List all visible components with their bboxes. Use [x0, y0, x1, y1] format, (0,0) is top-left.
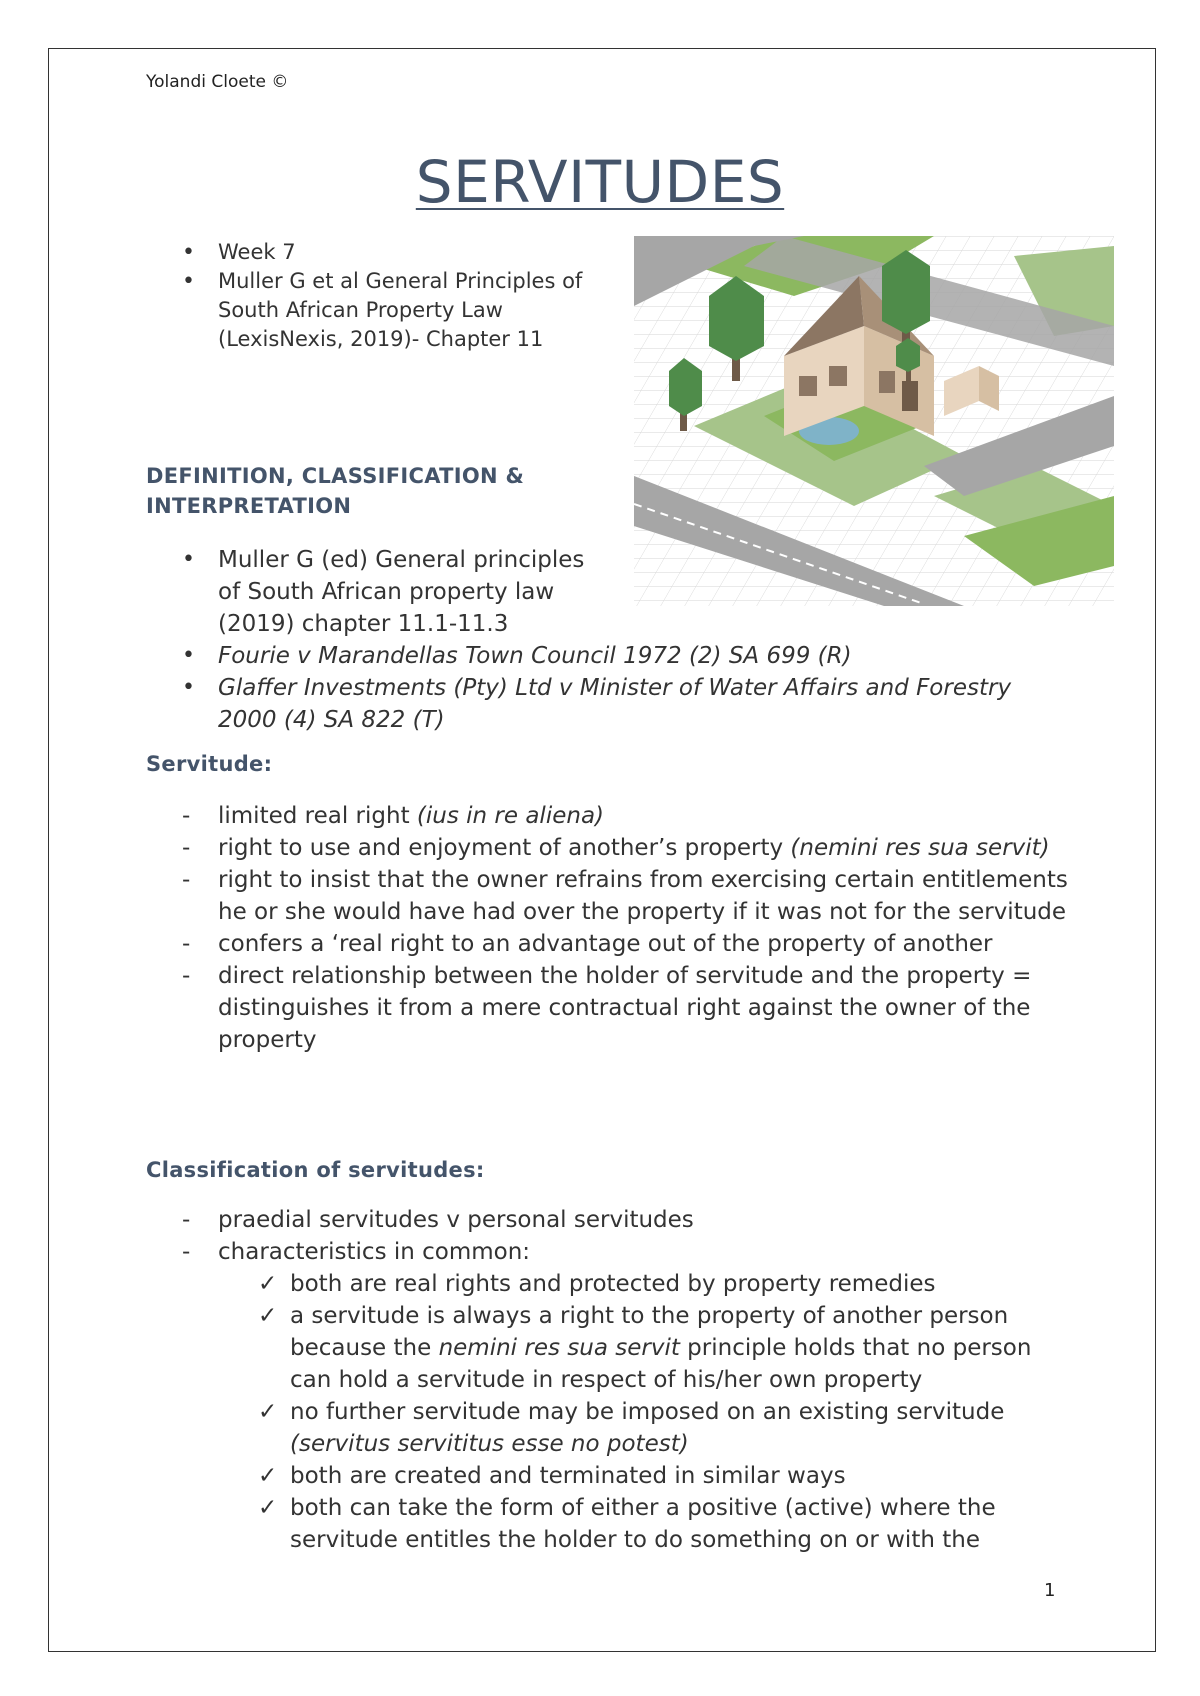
- list-item: • Week 7: [218, 238, 608, 267]
- check-icon: ✓: [258, 1495, 278, 1521]
- check-icon: ✓: [258, 1303, 278, 1329]
- list-item: - characteristics in common: ✓ both are real rights and protected by property remedies ✓ a servitude is always a right to the property of another person because the nemini res sua servit principle holds that no person can hold a servitude in respect of his/her own property ✓ no further servitude may be imposed on an existing servitude (servitus servititus esse no potest) ✓ both are created and terminated in similar ways ✓ both can take the form of either a positive (active) where the servitude entitles the holder to do something on or with the: [218, 1236, 1068, 1556]
- check-icon: ✓: [258, 1463, 278, 1489]
- servitude-list: [182, 800, 1068, 1056]
- classification-heading: Classification of servitudes:: [146, 1158, 485, 1182]
- classification-list: [182, 1204, 1068, 1556]
- section-heading-definition: DEFINITION, CLASSIFICATION & INTERPRETATION: [146, 464, 525, 518]
- readings-list: [218, 544, 1018, 736]
- list-item: ✓ no further servitude may be imposed on an existing servitude (servitus servititus esse no potest): [290, 1396, 1068, 1460]
- characteristics-list: [258, 1268, 1068, 1556]
- servitude-heading: Servitude:: [146, 752, 273, 776]
- list-item: - praedial servitudes v personal servitudes: [182, 1207, 694, 1233]
- list-item: - direct relationship between the holder of servitude and the property = distinguishes it from a mere contractual right against the owner of the property: [182, 963, 1032, 1053]
- page-number: 1: [1044, 1580, 1056, 1601]
- check-icon: ✓: [258, 1271, 278, 1297]
- list-item: • Fourie v Marandellas Town Council 1972 (2) SA 699 (R): [218, 640, 1018, 672]
- list-item: - confers a ‘real right to an advantage out of the property of another: [182, 931, 993, 957]
- list-item: - right to insist that the owner refrains from exercising certain entitlements he or she would have had over the property if it was not for the servitude: [182, 867, 1068, 925]
- page-title: SERVITUDES: [415, 148, 785, 216]
- list-item: ✓ both are real rights and protected by property remedies: [290, 1268, 1068, 1300]
- list-item: • Muller G et al General Principles of South African Property Law (LexisNexis, 2019)- Chapter 11: [218, 267, 608, 354]
- author-header: Yolandi Cloete ©: [146, 72, 289, 92]
- top-bullet-list: [218, 238, 608, 354]
- list-item: ✓ both are created and terminated in similar ways: [290, 1460, 1068, 1492]
- list-item: - limited real right (ius in re aliena): [182, 803, 605, 829]
- list-item: ✓ both can take the form of either a positive (active) where the servitude entitles the holder to do something on or with the: [290, 1492, 1068, 1556]
- list-item: • Muller G (ed) General principles of South African property law (2019) chapter 11.1-11.3: [218, 544, 598, 640]
- list-item: ✓ a servitude is always a right to the property of another person because the nemini res sua servit principle holds that no person can hold a servitude in respect of his/her own property: [290, 1300, 1068, 1396]
- list-item: - right to use and enjoyment of another’s property (nemini res sua servit): [182, 835, 1050, 861]
- check-icon: ✓: [258, 1399, 278, 1425]
- list-item: • Glaffer Investments (Pty) Ltd v Minister of Water Affairs and Forestry 2000 (4) SA 822 (T): [218, 672, 1018, 736]
